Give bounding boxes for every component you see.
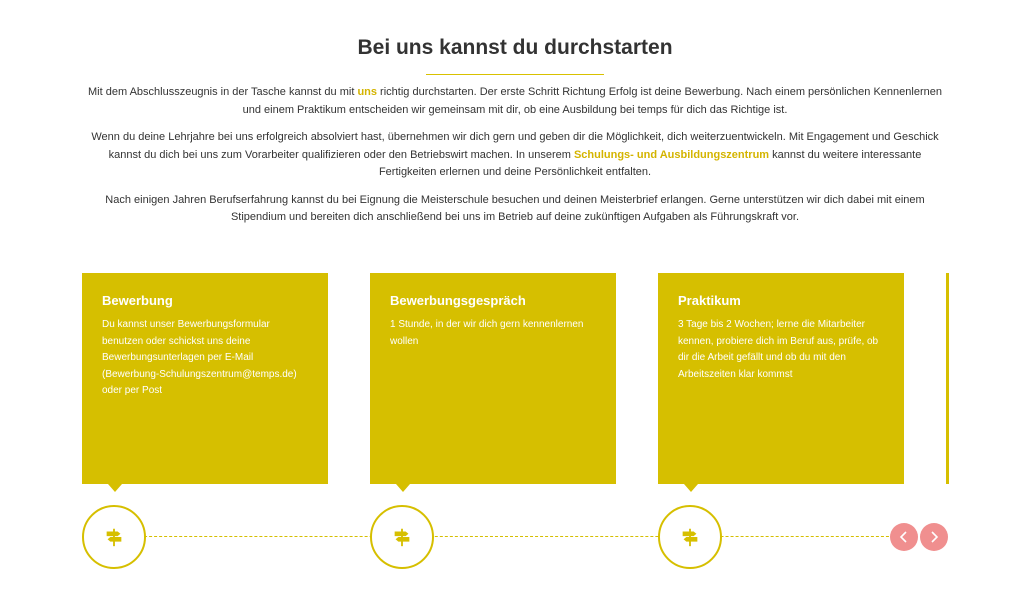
- chevron-right-icon: [929, 531, 939, 543]
- carousel-prev-button[interactable]: [890, 523, 918, 551]
- uns-link[interactable]: uns: [357, 86, 377, 98]
- step-card-praktikum: [658, 273, 904, 484]
- step-card-title: Bewerbungsgespräch: [390, 293, 526, 308]
- timeline-line: [114, 536, 914, 537]
- next-step-card-peek: [946, 273, 949, 484]
- ausbildungszentrum-link[interactable]: Schulungs- und Ausbildungszentrum: [573, 148, 770, 161]
- intro-text-segment: kannst du weitere interessante Fertigkeiten erlernen und deine Persönlichkeit entfalten.: [378, 148, 922, 178]
- intro-paragraph-1: [80, 84, 950, 119]
- intro-text-segment: Wenn du deine Lehrjahre bei uns erfolgreich absolviert hast, übernehmen wir dich gern und geben dir die Möglichkeit, dich weiterzuentwickeln. Mit Engagement und Geschick kannst du dich bei uns zum Vorarbeiter qualifizieren oder den Betriebswirt machen. In unserem: [91, 131, 939, 161]
- title-underline: [426, 74, 604, 75]
- intro-paragraph-2: [80, 129, 950, 182]
- timeline-node: [370, 505, 434, 569]
- intro-text-segment: Mit dem Abschlusszeugnis in der Tasche kannst du mit: [88, 86, 358, 98]
- step-card-title: Bewerbung: [102, 293, 173, 308]
- step-card-title: Praktikum: [678, 293, 741, 308]
- step-card-text: 3 Tage bis 2 Wochen; lerne die Mitarbeiter kennen, probiere dich im Beruf aus, prüfe, ob dir die Arbeit gefällt und ob du mit den Arbeitszeiten klar kommst: [678, 319, 879, 380]
- chevron-left-icon: [899, 531, 909, 543]
- timeline-node: [658, 505, 722, 569]
- intro-text-segment: richtig durchstarten. Der erste Schritt Richtung Erfolg ist deine Bewerbung. Nach einem persönlichen Kennenlernen und einem Praktikum entscheiden wir gemeinsam mit dir, ob eine Ausbildung bei temps für dich das Richtige ist.: [242, 86, 942, 116]
- timeline-node: [82, 505, 146, 569]
- step-card-text: Du kannst unser Bewerbungsformular benutzen oder schickst uns deine Bewerbungsunterlagen per E-Mail (Bewerbung-Schulungszentrum@temps.de) oder per Post: [102, 319, 297, 396]
- intro-paragraph-3: Nach einigen Jahren Berufserfahrung kannst du bei Eignung die Meisterschule besuchen und deinen Meisterbrief erlangen. Gerne unterstützen wir dich dabei mit einem Stipendium und bereiten dich anschließend bei uns im Betrieb auf deine zukünftigen Aufgaben als Führungskraft vor.: [105, 193, 925, 223]
- page-title: Bei uns kannst du durchstarten: [357, 36, 673, 59]
- signpost-icon: [679, 526, 701, 548]
- signpost-icon: [103, 526, 125, 548]
- step-card-bewerbung: [82, 273, 328, 484]
- signpost-icon: [391, 526, 413, 548]
- step-card-bewerbungsgespraech: [370, 273, 616, 484]
- step-card-text: 1 Stunde, in der wir dich gern kennenlernen wollen: [390, 319, 584, 347]
- carousel-next-button[interactable]: [920, 523, 948, 551]
- intro-text: [80, 84, 950, 237]
